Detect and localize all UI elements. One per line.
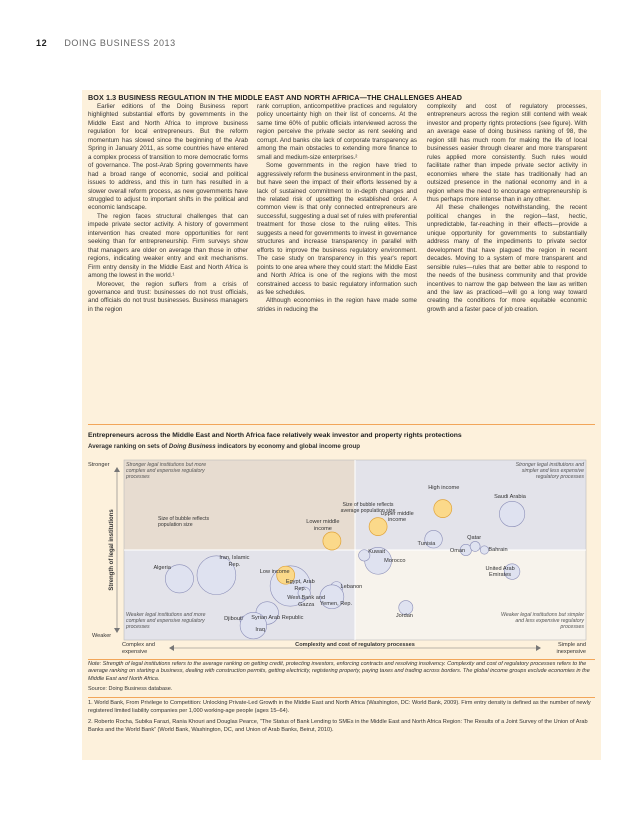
income-group-label: Low income <box>259 569 290 576</box>
economy-label: Djibouti <box>224 616 243 623</box>
economy-label: Egypt, Arab Rep. <box>285 579 315 592</box>
income-group-label: Upper middle income <box>380 510 414 524</box>
economy-label: Yemen, Rep. <box>319 600 353 607</box>
economy-label: Tunisia <box>417 541 436 548</box>
figure-title: Entrepreneurs across the Middle East and North Africa face relatively weak investor and property rights protections <box>88 432 462 439</box>
income-group-bubble <box>323 532 341 550</box>
paragraph: Earlier editions of the Doing Business report highlighted substantial efforts by governments in the Middle East and North Africa to improve business regulation for local entrepreneurs. But the reform momentum has slowed since the beginning of the Arab Spring in January 2011, as some countries have entered a complex process of transition to more democratic forms of governance. The post-Arab Spring governments have had a broad range of economic, social and political issues to address, and this in turn has resulted in a slower overall reform process, as new governments have struggled to adjust to important shifts in the political and economic landscape. <box>88 103 248 212</box>
box-column-3 <box>427 103 587 314</box>
y-axis-top-label: Stronger <box>88 462 110 468</box>
quadrant-label: Stronger legal institutions and simpler and less expensive regulatory processes <box>515 462 584 481</box>
y-axis-title: Strength of legal institutions <box>109 509 115 591</box>
income-group-label: High income <box>428 484 460 491</box>
economy-label: Bahrain <box>488 547 508 553</box>
paragraph: The region faces structural challenges that can impede private sector activity. A history of government intervention has created more opportunities for rent seeking than for entrepreneurship. Firm surveys show that managers are older on average than those in other regions, indicating weaker entry and exit mechanisms. Firm entry density in the Middle East and North Africa is among the lowest in the world.¹ <box>88 212 248 280</box>
economy-label: Kuwait <box>368 549 386 556</box>
y-axis-bottom-label: Weaker <box>92 633 112 639</box>
paragraph: complexity and cost of regulatory processes, entrepreneurs across the region still contend with weak investor and property rights protections (see figure). With an average ease of doing business ranking of 98, the region still has much room for making the life of local businesses easier through clearer and more transparent rules applied more consistently. Such rules would facilitate rather than impede private sector activity in economies where the state has traditionally had an outsized presence in the national economy and in a region where the need to encourage entrepreneurship is thus perhaps more intense than in any other. <box>427 103 587 203</box>
page-number: 12 <box>36 38 48 48</box>
economy-label: Jordan <box>395 612 413 619</box>
economy-label: Qatar <box>467 535 482 542</box>
economy-label: United Arab Emirates <box>485 565 515 579</box>
paragraph: Some governments in the region have tried to aggressively reform the business environment in the past, but have seen the impact of their efforts lessened by a lack of sustained commitment to in-depth changes and the related risk of upsetting the established order. A common view is that only connected entrepreneurs are successful, suggesting a dual set of rules with preferential treatment for those close to the ruling elites. This suggests a need for governments to invest in governance structures and increase transparency in parallel with efforts to improve the business regulatory environment. The case study on transparency in this year's report points to one area where they could start: the Middle East and North Africa is one of the regions with the most constrained access to basic regulatory information such as fee schedules. <box>257 162 417 296</box>
y-axis-arrow <box>114 467 120 472</box>
box-column-2 <box>257 103 417 314</box>
economy-label: Iraq <box>255 626 265 633</box>
paragraph: Although economies in the region have made some strides in reducing the <box>257 297 417 313</box>
x-axis-right-label: Simple and inexpensive <box>556 642 586 655</box>
economy-label: Morocco <box>384 557 406 564</box>
economy-label: Algeria <box>153 564 171 571</box>
economy-label: Lebanon <box>340 583 363 590</box>
figure-subtitle: Average ranking on sets of Doing Business indicators by economy and global income group <box>88 443 361 450</box>
economy-label: Oman <box>449 548 466 554</box>
divider <box>88 424 595 425</box>
paragraph: All these challenges notwithstanding, the recent political changes in the region—fast, hectic, unpredictable, far-reaching in their effects—provide a unique opportunity for governments to substantially address many of the impediments to private sector development that have plagued the region in recent decades. Moving to a system of more transparent and sensible rules—rules that are better able to respond to the needs of the business community and that provide incentives to narrow the gap between the law as written and the law as practiced—will go a long way toward creating the conditions for more equitable economic growth and a faster pace of job creation. <box>427 204 587 313</box>
figure-source: Source: Doing Business database. <box>88 686 173 692</box>
size-note: Size of bubble reflects average population size <box>340 502 396 515</box>
box-column-1 <box>88 103 248 314</box>
x-axis-arrow <box>536 645 541 651</box>
quadrant-label: Stronger legal institutions but more complex and expensive regulatory processes <box>126 462 207 481</box>
x-axis-arrow <box>169 645 174 651</box>
economy-bubble <box>499 501 524 526</box>
income-group-bubble <box>434 500 452 518</box>
y-axis-arrow <box>114 628 120 633</box>
x-axis-title: Complexity and cost of regulatory processes <box>295 642 415 648</box>
divider <box>88 659 595 660</box>
economy-label: Iran, Islamic Rep. <box>219 555 250 568</box>
economy-label: Syrian Arab Republic <box>251 615 304 621</box>
paragraph: Moreover, the region suffers from a crisis of governance and trust: businesses do not trust officials, and officials do not trust businesses. Business managers in the region <box>88 280 248 313</box>
quadrant-label: Weaker legal institutions but simpler and less expensive regulatory processes <box>501 612 584 631</box>
page-header <box>36 38 176 48</box>
footnote: 2. Roberto Rocha, Subika Farazi, Rania Khouri and Douglas Pearce, “The Status of Bank Lending to SMEs in the Middle East and North Africa Region: The Results of a Joint Survey of the Union of Arab Banks and the World Bank” (World Bank, Washington, DC, and Union of Arab Banks, Beirut, 2010). <box>88 719 588 733</box>
divider <box>88 697 595 698</box>
x-axis-left-label: Complex and expensive <box>122 642 155 655</box>
economy-bubble <box>480 546 488 554</box>
income-group-label: Lower middle income <box>306 519 340 532</box>
paragraph: rank corruption, anticompetitive practices and regulatory policy uncertainty high on their list of concerns. At the same time 60% of public officials interviewed across the region perceive the private sector as rent seeking and corrupt. And banks cite lack of corporate transparency as among the main obstacles to extending more finance to small and medium-size enterprises.² <box>257 103 417 161</box>
economy-label: West Bank and Gazza <box>287 595 326 608</box>
quadrant-label: Weaker legal institutions and more complex and expensive regulatory processes <box>126 612 206 631</box>
footnote: 1. World Bank, From Privilege to Competition: Unlocking Private-Led Growth in the Middle East and North Africa (Washington, DC: World Bank, 2009). Firm entry density is defined as the number of newly registered limited liability companies per 1,000 working-age people (ages 15–64). <box>88 700 591 714</box>
box-title: BOX 1.3 BUSINESS REGULATION IN THE MIDDLE EAST AND NORTH AFRICA—THE CHALLENGES AHEAD <box>88 93 463 102</box>
running-title: DOING BUSINESS 2013 <box>64 38 176 48</box>
economy-label: Saudi Arabia <box>494 494 526 500</box>
bubble-chart <box>88 456 595 656</box>
figure-note: Note: Strength of legal institutions refers to the average ranking on getting credit, protecting investors, enforcing contracts and resolving insolvency. Complexity and cost of regulatory processes refers to the average ranking on starting a business, dealing with construction permits, getting electricity, registering property, paying taxes and trading across borders. The global income groups exclude economies in the Middle East and North Africa. <box>88 661 590 682</box>
economy-bubble <box>470 541 480 551</box>
size-note: Size of bubble reflects population size <box>158 516 210 529</box>
